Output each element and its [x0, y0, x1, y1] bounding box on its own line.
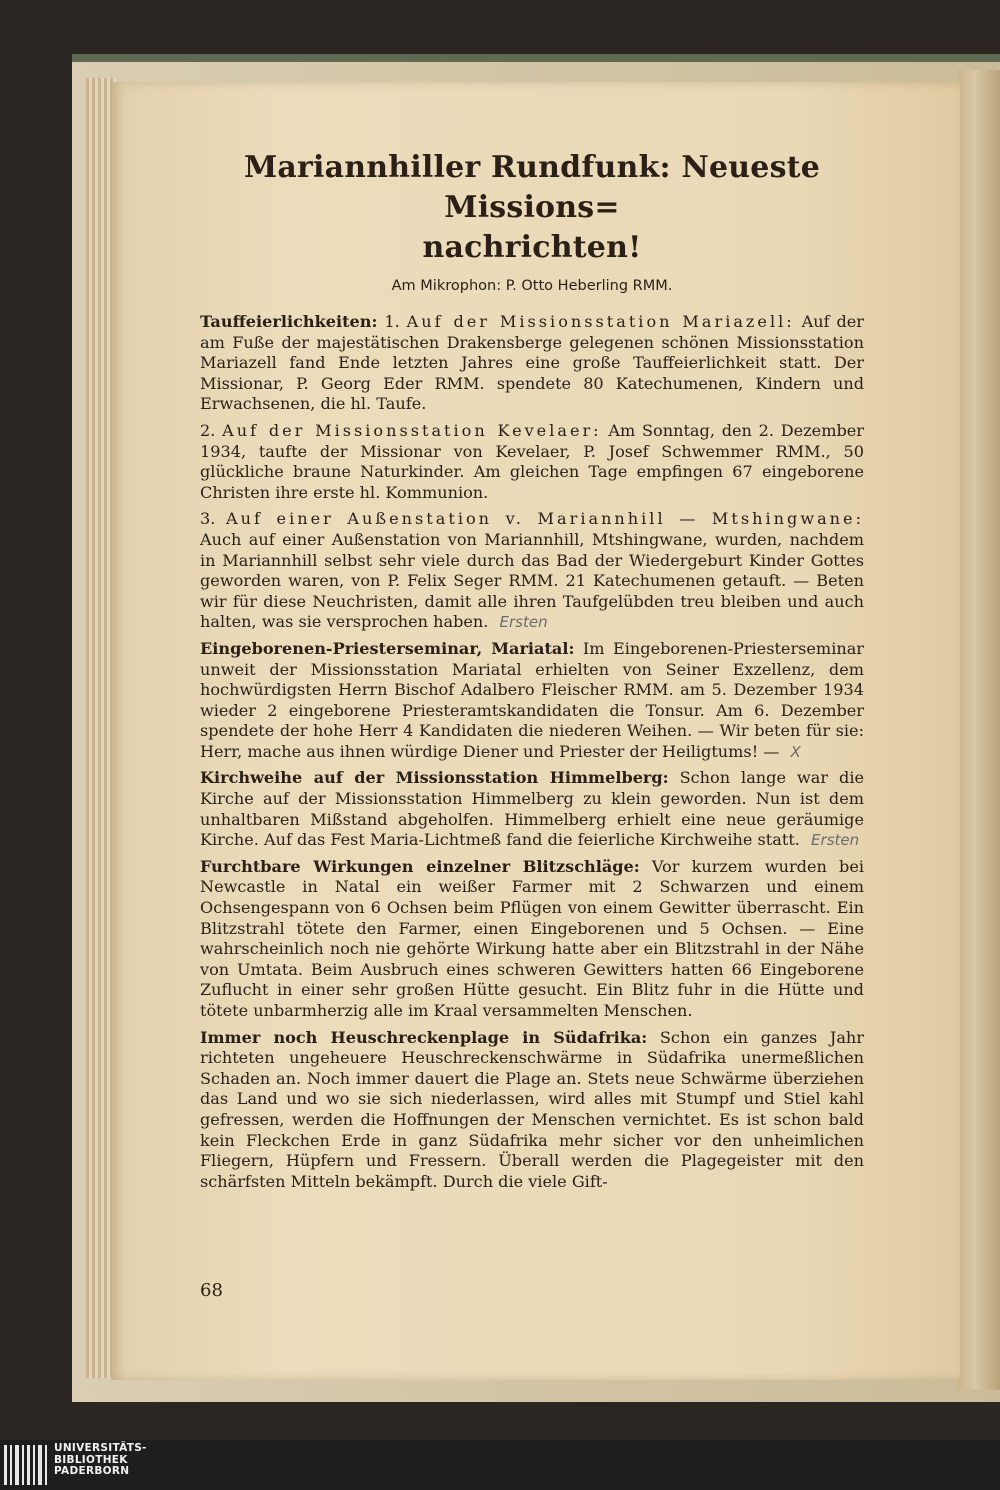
section-text: Auf der am Fuße der majestätischen Drakensberge gelegenen schönen Missionsstation Mariazell fand Ende letzten Jahres eine große Tauffeierlichkeit statt. Der Missionar, P. Georg Eder RMM. spendete 80 Katechumenen, Kindern und Erwachsenen, die hl. Taufe. — [200, 312, 864, 414]
section-mtshingwane — [200, 509, 864, 633]
handwritten-note: Ersten — [499, 613, 548, 632]
section-blitzschlaege — [200, 857, 864, 1022]
station-heading: Auf einer Außenstation v. Mariannhill — Mtshingwane: — [225, 509, 864, 529]
section-text: Auch auf einer Außenstation von Mariannhill, Mtshingwane, wurden, nachdem in Mariannhill selbst sehr viele durch das Bad der Wiedergeburt Kinder Gottes geworden waren, von P. Felix Seger RMM. 21 Katechumenen getauft. — Beten wir für diese Neuchristen, damit alle ihren Taufgelübden treu bleiben und auch halten, was sie versprochen haben. — [200, 529, 864, 632]
logo-line-1: UNIVERSITÄTS- — [54, 1442, 147, 1454]
section-tauffeierlichkeiten — [200, 312, 864, 415]
section-text: Schon ein ganzes Jahr richteten ungeheuere Heuschreckenschwärme in Südafrika unermeßlichen Schaden an. Noch immer dauert die Plage an. Stets neue Schwärme überziehen das Land und wo sie sich niederlassen, wird alles mit Stumpf und Stiel kahl gefressen, werden die Hoffnungen der Menschen vernichtet. Es ist schon bald kein Fleckchen Erde in ganz Südafrika mehr sicher vor den unheimlichen Fliegern, Hüpfern und Fressern. Überall werden die Plagegeister mit den schärfsten Mitteln bekämpft. Durch die viele Gift- — [200, 1027, 864, 1191]
station-heading: Auf der Missionsstation Mariazell: — [406, 312, 795, 331]
facing-page-edge — [958, 70, 1000, 1390]
item-number: 2. — [200, 420, 216, 440]
page-number: 68 — [200, 1280, 223, 1301]
section-kirchweihe — [200, 768, 864, 850]
handwritten-note: Ersten — [811, 831, 860, 850]
station-heading: Auf der Missionsstation Kevelaer: — [222, 420, 602, 440]
title-line-1: Mariannhiller Rundfunk: Neueste Missions= — [243, 150, 821, 225]
section-heading: Eingeborenen-Priesterseminar, Mariatal: — [200, 638, 575, 658]
section-text: Vor kurzem wurden bei Newcastle in Natal ein weißer Farmer mit 2 Schwarzen und einem Ochsengespann von 6 Ochsen beim Pflügen von einem Gewitter überrascht. Ein Blitzstrahl tötete den Farmer, einen Eingeborenen und 5 Ochsen. — Eine wahrscheinlich noch nie gehörte Wirkung hatte aber ein Blitzstrahl in der Nähe von Umtata. Beim Ausbruch eines schweren Gewitters hatten 66 Eingeborene Zuflucht in einer sehr großen Hütte gesucht. Ein Blitz fuhr in die Hütte und tötete unbarmherzig alle im Kraal versammelten Menschen. — [200, 856, 864, 1020]
library-barcode-logo-icon — [4, 1443, 50, 1487]
logo-line-3: PADERBORN — [54, 1465, 130, 1477]
section-heading: Kirchweihe auf der Missionsstation Himmelberg: — [200, 768, 669, 788]
library-logo-text — [54, 1443, 147, 1478]
library-footer — [0, 1440, 1000, 1490]
section-heuschreckenplage — [200, 1028, 864, 1193]
section-kevelaer — [200, 421, 864, 503]
byline: Am Mikrophon: P. Otto Heberling RMM. — [391, 278, 673, 294]
section-heading: Tauffeierlichkeiten: — [200, 312, 378, 331]
title-line-2: nachrichten! — [422, 230, 642, 265]
section-heading: Furchtbare Wirkungen einzelner Blitzschläge: — [200, 856, 640, 876]
page-content — [200, 148, 864, 1198]
item-number: 3. — [200, 509, 216, 529]
page-title — [200, 148, 864, 268]
item-number: 1. — [384, 312, 400, 331]
section-priesterseminar — [200, 639, 864, 763]
section-text: Am Sonntag, den 2. Dezember 1934, taufte der Missionar von Kevelaer, P. Josef Schwemmer RMM., 50 glückliche braune Naturkinder. Am gleichen Tage empfingen 67 eingeborene Christen ihre erste hl. Kommunion. — [200, 420, 864, 502]
section-heading: Immer noch Heuschreckenplage in Südafrika: — [200, 1027, 648, 1047]
section-text: Schon lange war die Kirche auf der Missionsstation Himmelberg zu klein geworden. Nun ist dem unhaltbaren Mißstand abgeholfen. Himmelberg erhielt eine neue geräumige Kirche. Auf das Fest Maria-Lichtmeß fand die feierliche Kirchweihe statt. — [200, 768, 864, 850]
handwritten-mark: X — [790, 742, 801, 761]
section-text: Im Eingeborenen-Priesterseminar unweit der Missionsstation Mariatal erhielten von Seiner Exzellenz, dem hochwürdigsten Herrn Bischof Adalbero Fleischer RMM. am 5. Dezember 1934 wieder 2 eingeborene Priesteramtskandidaten die Tonsur. Am 6. Dezember spendete der hohe Herr 4 Kandidaten die niederen Weihen. — Wir beten für sie: Herr, mache aus ihnen würdige Diener und Priester der Heiligtums! — — [200, 638, 864, 761]
logo-line-2: BIBLIOTHEK — [54, 1453, 128, 1466]
